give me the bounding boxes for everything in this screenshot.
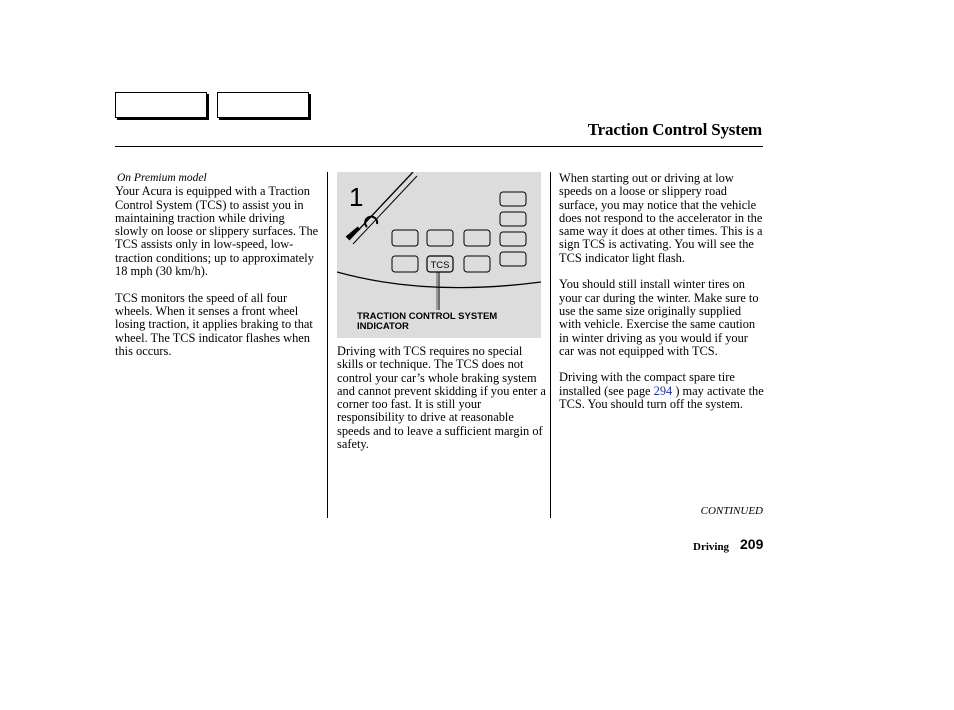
page-title: Traction Control System: [587, 120, 762, 139]
column-divider-1: [327, 172, 328, 518]
tcs-indicator-label: TCS: [430, 260, 450, 271]
figure-caption: [357, 312, 497, 332]
paragraph: [559, 371, 764, 411]
right-column: [559, 172, 764, 425]
paragraph: You should still install winter tires on your car during the winter. Make sure to use the same size originally supplied with vehicle. Exercise the same caution in winter driving as you would if your car was not equipped with TCS.: [559, 277, 759, 358]
model-note: On Premium model: [117, 172, 207, 184]
gauge-digit: 1: [349, 182, 364, 212]
section-name: Driving: [693, 541, 730, 553]
caption-line: TRACTION CONTROL SYSTEM: [357, 311, 498, 322]
left-column: [115, 172, 320, 371]
column-divider-2: [550, 172, 551, 518]
tcs-indicator-figure: [337, 172, 541, 338]
title-rule: [115, 146, 763, 147]
page-number: 209: [740, 536, 764, 552]
paragraph: Driving with TCS requires no special skills or technique. The TCS does not control your car’s whole braking system and cannot prevent skidding if you enter a corner too fast. It is still your responsibility to drive at reasonable speeds and to leave a sufficient margin of safety.: [337, 344, 546, 452]
continued-label: CONTINUED: [700, 505, 763, 517]
page-294-link[interactable]: 294: [653, 383, 673, 398]
paragraph: TCS monitors the speed of all four wheels. When it senses a front wheel losing traction, it applies braking to that wheel. The TCS indicator flashes when this occurs.: [115, 290, 313, 358]
nav-button-contents[interactable]: [115, 92, 207, 118]
middle-column: [337, 345, 547, 465]
caption-line: INDICATOR: [357, 321, 409, 332]
paragraph: Your Acura is equipped with a Traction Control System (TCS) to assist you in maintaining traction while driving slowly on loose or slippery surfaces. The TCS assists only in low-speed, low-traction conditions; up to approximately 18 mph (30 km/h).: [115, 184, 319, 279]
paragraph-text: ) may activate the TCS. You should turn off the system.: [559, 383, 764, 412]
paragraph: When starting out or driving at low speeds on a loose or slippery road surface, you may notice that the vehicle does not respond to the accelerator in the same way it does at other times. This is a sign TCS is activating. You will see the TCS indicator light flash.: [559, 171, 763, 265]
nav-button-index[interactable]: [217, 92, 309, 118]
paragraph-text: Driving with the compact spare tire installed (see page: [559, 370, 735, 398]
